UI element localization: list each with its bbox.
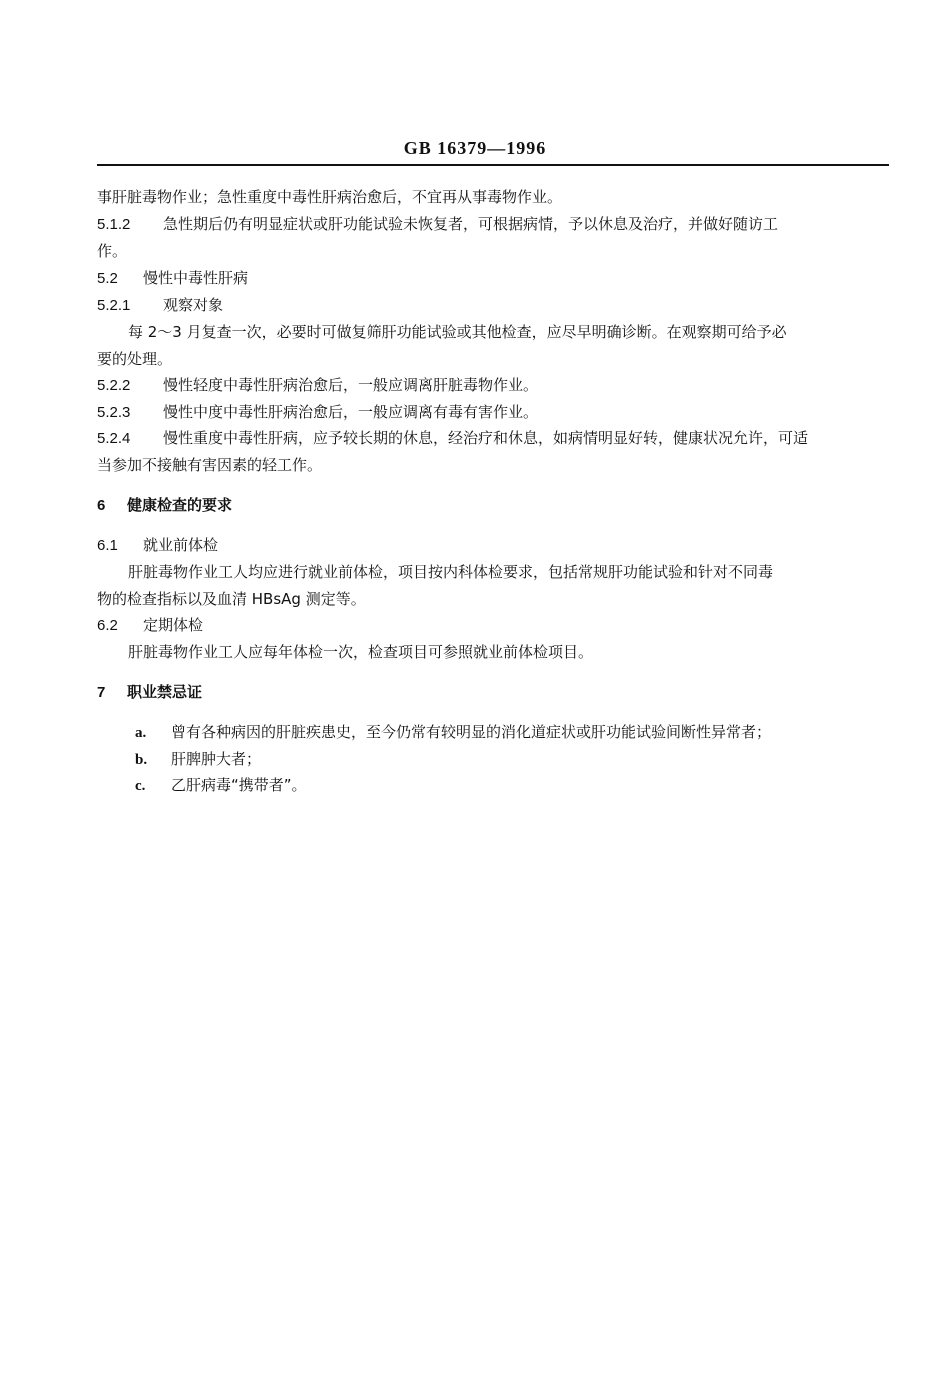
clause-5-1-2-continued: 作。 [97, 242, 128, 260]
page-header: GB 16379—1996 [403, 138, 547, 158]
clause-5-2-2 [97, 375, 538, 396]
clause-text: 慢性中度中毒性肝病治愈后，一般应调离有毒有害作业。 [163, 403, 539, 421]
section-7 [97, 682, 202, 703]
item-letter: a. [135, 725, 147, 741]
clause-text: 慢性轻度中毒性肝病治愈后，一般应调离肝脏毒物作业。 [163, 376, 539, 394]
section-title: 就业前体检 [143, 536, 219, 554]
section-6 [97, 495, 232, 516]
section-6-1-text-continued: 物的检查指标以及血清 HBsAg 测定等。 [97, 590, 366, 608]
section-title: 定期体检 [143, 616, 204, 634]
list-item [135, 722, 771, 743]
section-6-1-text: 肝脏毒物作业工人均应进行就业前体检，项目按内科体检要求，包括常规肝功能试验和针对不同毒 [128, 563, 774, 581]
item-text: 乙肝病毒“携带者”。 [171, 776, 307, 794]
item-text: 肝脾肿大者； [171, 750, 262, 768]
section-number: 6.2 [97, 617, 118, 634]
clause-number: 5.1.2 [97, 216, 131, 233]
section-6-2 [97, 615, 203, 636]
clause-number: 5.2.1 [97, 297, 131, 314]
clause-5-2-1 [97, 295, 223, 316]
clause-5-2-4-continued: 当参加不接触有害因素的轻工作。 [97, 456, 323, 474]
item-text: 曾有各种病因的肝脏疾患史，至今仍常有较明显的消化道症状或肝功能试验间断性异常者； [171, 723, 772, 741]
item-letter: c. [135, 778, 146, 794]
clause-text: 急性期后仍有明显症状或肝功能试验未恢复者，可根据病情，予以休息及治疗，并做好随访工 [163, 215, 779, 233]
clause-title: 观察对象 [163, 296, 224, 314]
section-number: 5.2 [97, 270, 118, 287]
clause-5-2-3 [97, 402, 538, 423]
section-title: 职业禁忌证 [127, 683, 203, 701]
section-number: 6.1 [97, 537, 118, 554]
clause-number: 5.2.2 [97, 377, 131, 394]
clause-5-1-2 [97, 214, 778, 235]
list-item [135, 749, 261, 770]
paragraph-line: 事肝脏毒物作业；急性重度中毒性肝病治愈后，不宜再从事毒物作业。 [97, 188, 563, 206]
section-6-1 [97, 535, 218, 556]
clause-5-2-1-text: 每 2～3 月复查一次，必要时可做复筛肝功能试验或其他检查，应尽早明确诊断。在观察期可给予必 [128, 323, 787, 341]
section-5-2 [97, 268, 248, 289]
clause-number: 5.2.4 [97, 430, 131, 447]
header-rule [97, 164, 889, 166]
item-letter: b. [135, 752, 148, 768]
section-title: 健康检查的要求 [127, 496, 233, 514]
section-6-2-text: 肝脏毒物作业工人应每年体检一次，检查项目可参照就业前体检项目。 [128, 643, 594, 661]
clause-5-2-1-text-continued: 要的处理。 [97, 350, 173, 368]
section-number: 6 [97, 497, 106, 514]
section-number: 7 [97, 684, 106, 701]
section-title: 慢性中毒性肝病 [143, 269, 249, 287]
clause-5-2-4 [97, 428, 808, 449]
list-item [135, 775, 307, 796]
clause-text: 慢性重度中毒性肝病，应予较长期的休息，经治疗和休息，如病情明显好转，健康状况允许，可适 [163, 429, 809, 447]
clause-number: 5.2.3 [97, 404, 131, 421]
